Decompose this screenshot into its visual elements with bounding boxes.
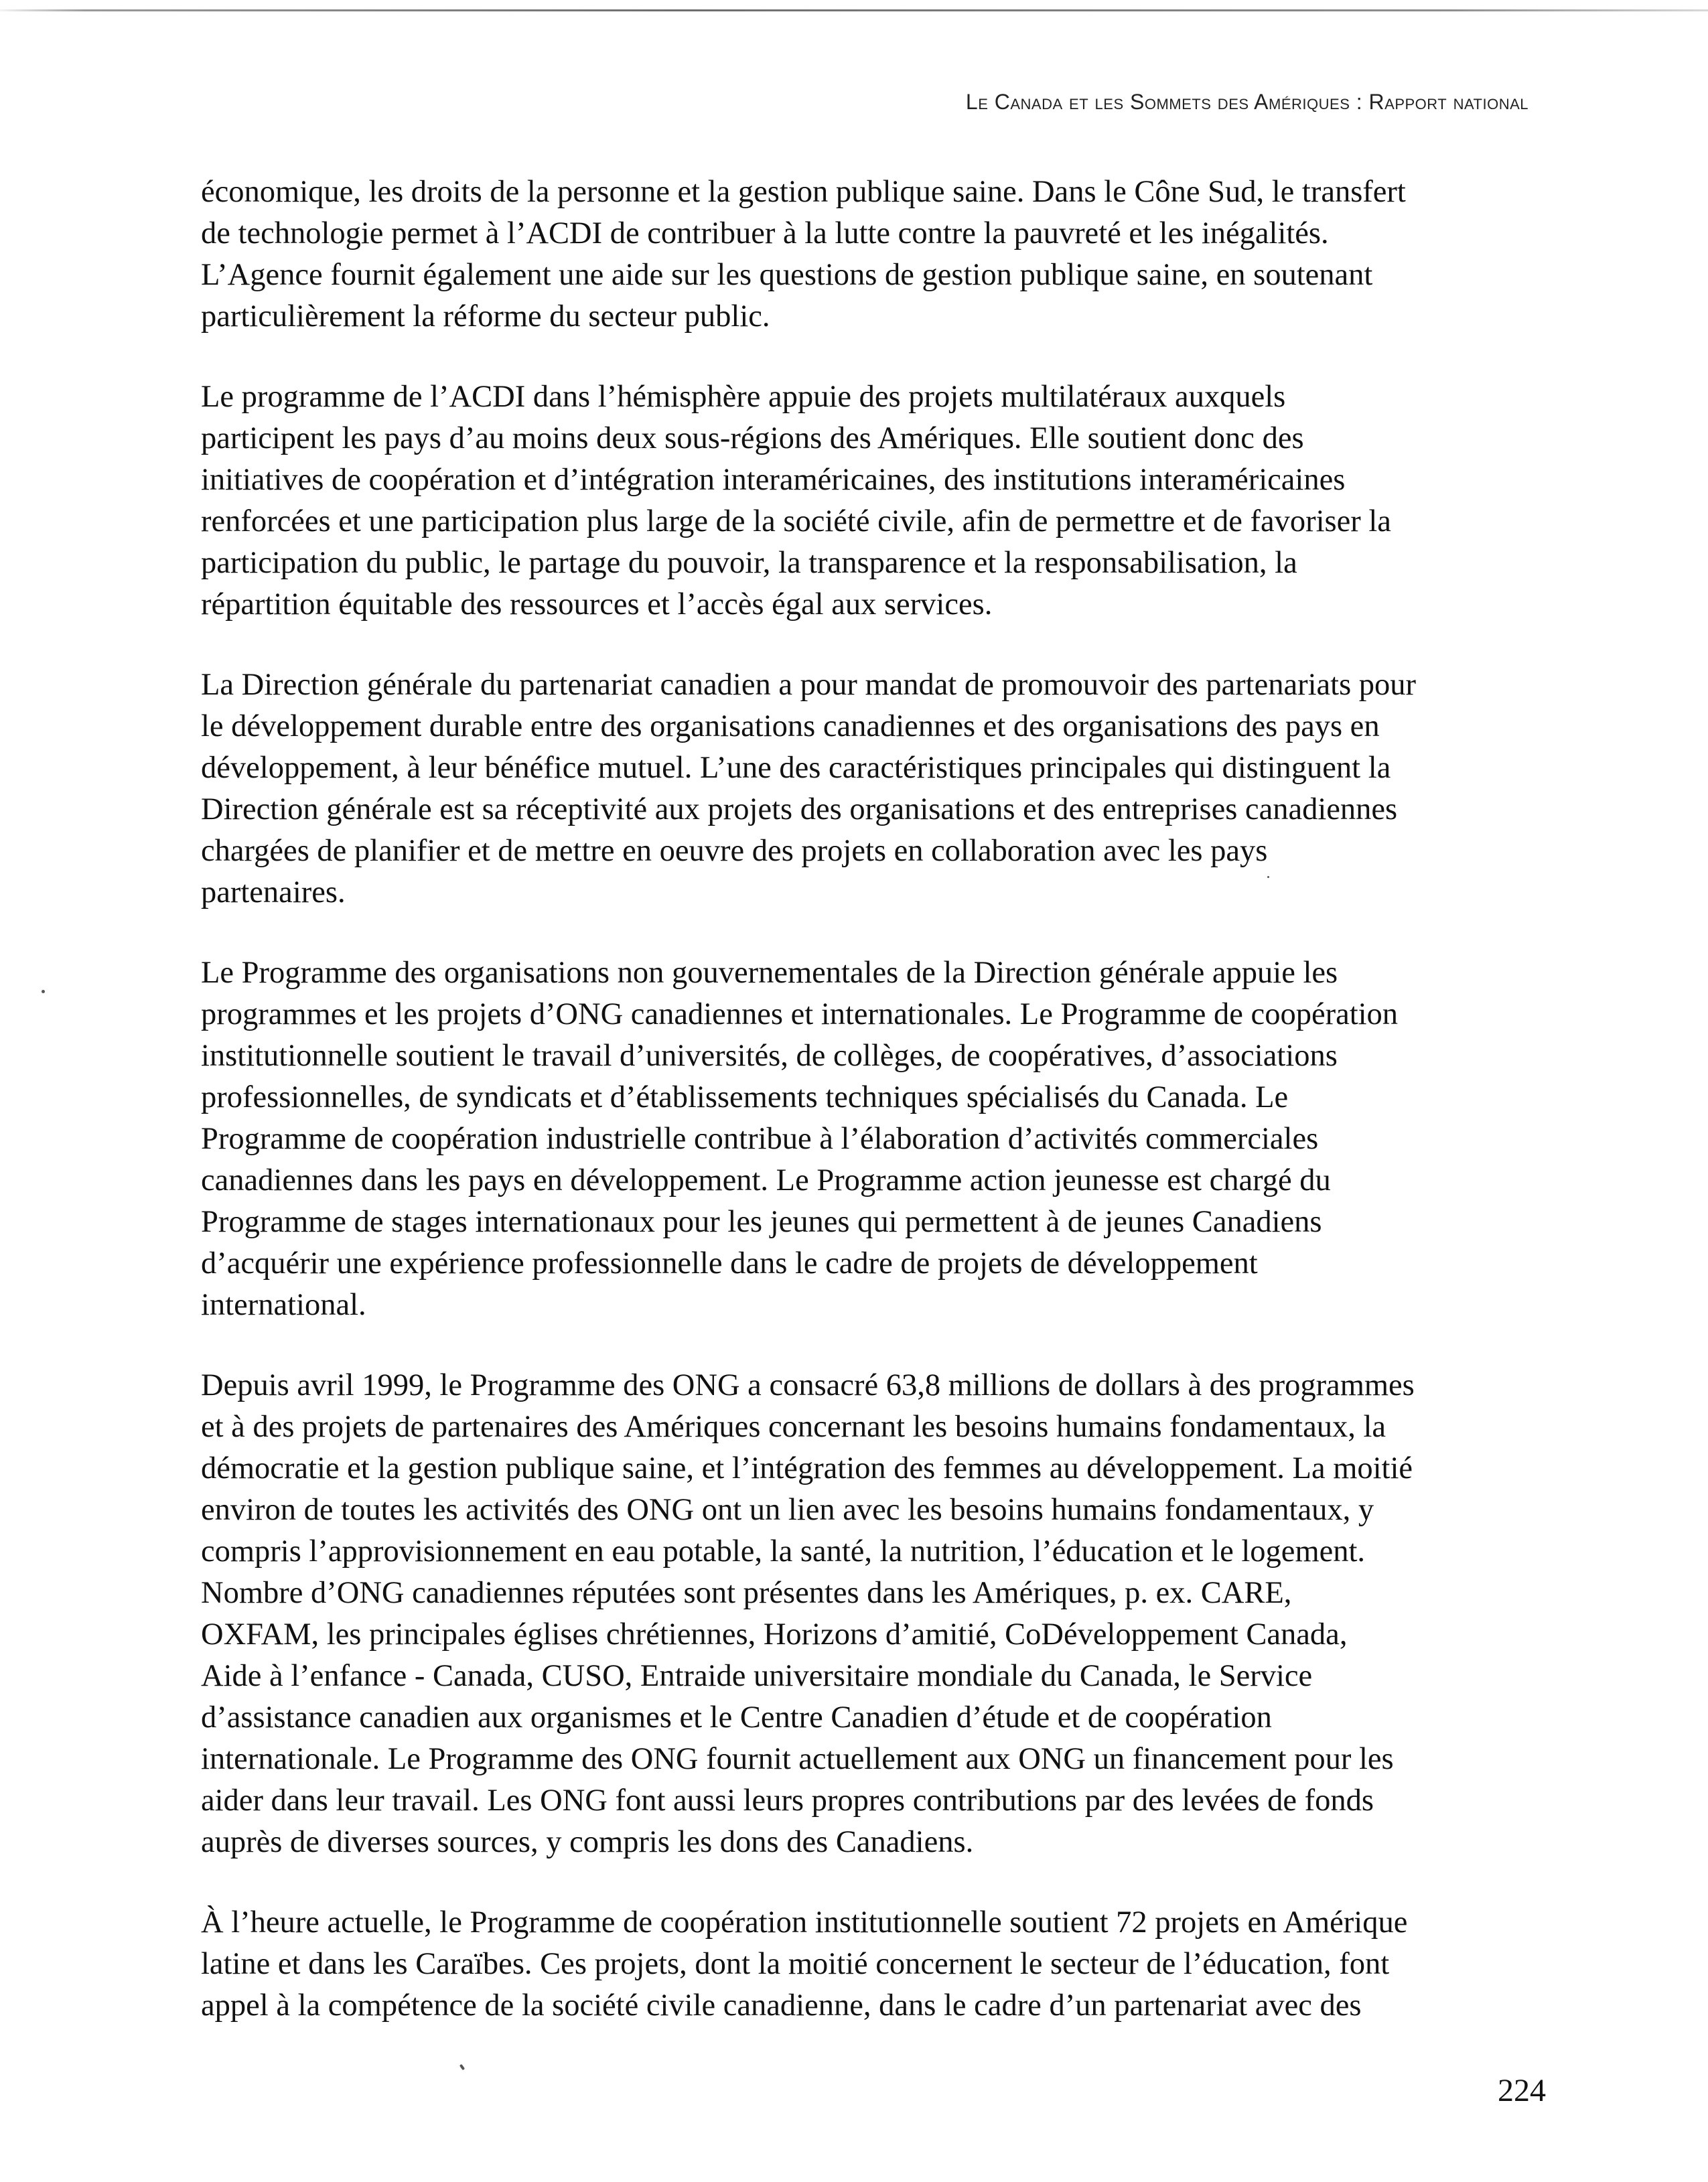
text-line: institutionnelle soutient le travail d’universités, de collèges, de coopératives, d’associations bbox=[201, 1039, 1338, 1073]
text-line: Depuis avril 1999, le Programme des ONG a consacré 63,8 millions de dollars à des programmes bbox=[201, 1368, 1415, 1402]
paragraph-1 bbox=[201, 171, 1531, 338]
scan-top-edge bbox=[0, 9, 1708, 11]
text-line: et à des projets de partenaires des Amériques concernant les besoins humains fondamentaux, la bbox=[201, 1410, 1386, 1444]
text-line: international. bbox=[201, 1288, 366, 1322]
text-line: OXFAM, les principales églises chrétiennes, Horizons d’amitié, CoDéveloppement Canada, bbox=[201, 1617, 1348, 1652]
text-line: renforcées et une participation plus large de la société civile, afin de permettre et de favoriser la bbox=[201, 504, 1391, 538]
document-body bbox=[201, 171, 1531, 2065]
scan-speck bbox=[1267, 876, 1269, 878]
text-line: latine et dans les Caraïbes. Ces projets, dont la moitié concernent le secteur de l’éducation, font bbox=[201, 1947, 1390, 1981]
text-line: Programme de stages internationaux pour les jeunes qui permettent à de jeunes Canadiens bbox=[201, 1205, 1322, 1239]
text-line: Direction générale est sa réceptivité aux projets des organisations et des entreprises canadiennes bbox=[201, 792, 1398, 826]
text-line: chargées de planifier et de mettre en oeuvre des projets en collaboration avec les pays bbox=[201, 834, 1268, 868]
text-line: Le programme de l’ACDI dans l’hémisphère appuie des projets multilatéraux auxquels bbox=[201, 380, 1286, 414]
text-line: de technologie permet à l’ACDI de contribuer à la lutte contre la pauvreté et les inégalités. bbox=[201, 216, 1329, 250]
scan-speck bbox=[42, 990, 45, 993]
paragraph-3 bbox=[201, 664, 1531, 914]
text-line: L’Agence fournit également une aide sur les questions de gestion publique saine, en soutenant bbox=[201, 258, 1373, 292]
text-line: professionnelles, de syndicats et d’établissements techniques spécialisés du Canada. Le bbox=[201, 1080, 1289, 1114]
text-line: démocratie et la gestion publique saine, et l’intégration des femmes au développement. La moitié bbox=[201, 1451, 1413, 1485]
text-line: répartition équitable des ressources et l’accès égal aux services. bbox=[201, 587, 993, 622]
text-line: compris l’approvisionnement en eau potable, la santé, la nutrition, l’éducation et le logement. bbox=[201, 1534, 1366, 1569]
paragraph-4 bbox=[201, 952, 1531, 1326]
page-number: 224 bbox=[1498, 2073, 1546, 2108]
text-line: Nombre d’ONG canadiennes réputées sont présentes dans les Amériques, p. ex. CARE, bbox=[201, 1576, 1292, 1610]
text-line: auprès de diverses sources, y compris les dons des Canadiens. bbox=[201, 1825, 974, 1859]
paragraph-5 bbox=[201, 1365, 1531, 1863]
text-line: programmes et les projets d’ONG canadiennes et internationales. Le Programme de coopération bbox=[201, 997, 1399, 1031]
text-line: participation du public, le partage du pouvoir, la transparence et la responsabilisation, la bbox=[201, 546, 1297, 580]
paragraph-6 bbox=[201, 1902, 1531, 2027]
text-line: d’acquérir une expérience professionnelle dans le cadre de projets de développement bbox=[201, 1246, 1258, 1281]
running-header: Le Canada et les Sommets des Amériques : Rapport national bbox=[965, 90, 1528, 114]
text-line: Aide à l’enfance - Canada, CUSO, Entraide universitaire mondiale du Canada, le Service bbox=[201, 1659, 1313, 1693]
text-line: particulièrement la réforme du secteur public. bbox=[201, 299, 770, 334]
text-line: canadiennes dans les pays en développement. Le Programme action jeunesse est chargé du bbox=[201, 1163, 1331, 1197]
text-line: À l’heure actuelle, le Programme de coopération institutionnelle soutient 72 projets en Amérique bbox=[201, 1905, 1408, 1940]
text-line: Le Programme des organisations non gouvernementales de la Direction générale appuie les bbox=[201, 956, 1338, 990]
text-line: aider dans leur travail. Les ONG font aussi leurs propres contributions par des levées de fonds bbox=[201, 1784, 1374, 1818]
text-line: Programme de coopération industrielle contribue à l’élaboration d’activités commerciales bbox=[201, 1122, 1319, 1156]
text-line: environ de toutes les activités des ONG ont un lien avec les besoins humains fondamentaux, y bbox=[201, 1493, 1374, 1527]
text-line: développement, à leur bénéfice mutuel. L’une des caractéristiques principales qui distinguent la bbox=[201, 751, 1391, 785]
text-line: La Direction générale du partenariat canadien a pour mandat de promouvoir des partenariats pour bbox=[201, 668, 1417, 702]
text-line: participent les pays d’au moins deux sous-régions des Amériques. Elle soutient donc des bbox=[201, 421, 1304, 455]
text-line: internationale. Le Programme des ONG fournit actuellement aux ONG un financement pour les bbox=[201, 1742, 1394, 1776]
text-line: partenaires. bbox=[201, 875, 346, 910]
paragraph-2 bbox=[201, 376, 1531, 626]
text-line: appel à la compétence de la société civile canadienne, dans le cadre d’un partenariat avec des bbox=[201, 1988, 1362, 2023]
text-line: économique, les droits de la personne et la gestion publique saine. Dans le Cône Sud, le transfert bbox=[201, 175, 1406, 209]
text-line: le développement durable entre des organisations canadiennes et des organisations des pays en bbox=[201, 709, 1380, 743]
text-line: d’assistance canadien aux organismes et le Centre Canadien d’étude et de coopération bbox=[201, 1700, 1272, 1735]
text-line: initiatives de coopération et d’intégration interaméricaines, des institutions interaméricaines bbox=[201, 463, 1346, 497]
